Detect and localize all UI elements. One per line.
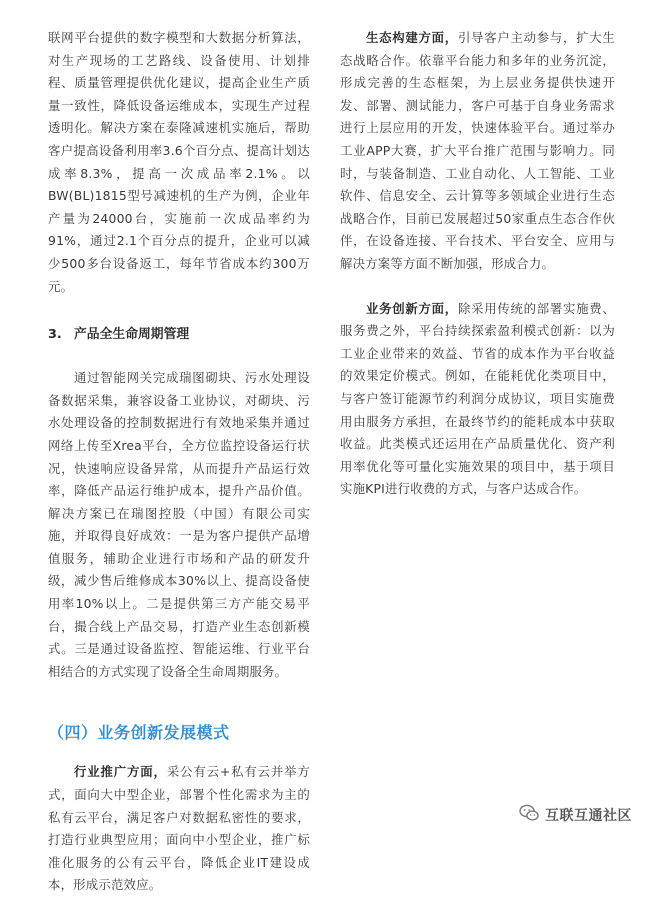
paragraph-body: 采公有云+私有云并举方式，面向大中型企业，部署个性化需求为主的私有云平台，满足客户对数据私密性的要求，打造行业典型应用；面向中小型企业，推广标准化服务的公有云平台，降低企业IT建设成本，形成示范效应。 <box>48 764 310 893</box>
paragraph-lead: 行业推广方面， <box>74 764 167 780</box>
heading-lifecycle-management <box>48 324 310 346</box>
paragraph-business-innovation <box>340 298 615 501</box>
paragraph-lead: 业务创新方面， <box>366 300 458 316</box>
section-title: （四）业务创新发展模式 <box>48 723 230 743</box>
paragraph-ecosystem <box>340 27 615 276</box>
wechat-icon <box>519 804 539 826</box>
paragraph-industry-promotion <box>48 761 310 897</box>
left-column <box>48 0 310 897</box>
wechat-watermark <box>519 804 632 826</box>
right-column <box>340 0 615 501</box>
heading-text: 产品全生命周期管理 <box>74 327 190 343</box>
paragraph-lifecycle: 通过智能网关完成瑞图砌块、污水处理设备数据采集，兼容设备工业协议，对砌块、污水处理设备的控制数据进行有效地采集并通过网络上传至Xrea平台，全方位监控设备运行状况，快速响应设备异常，从而提升产品运行效率，降低产品运行维护成本，提升产品价值。解决方案已在瑞图控股（中国）有限公司实施，并取得良好成效：一是为客户提供产品增值服务，辅助企业进行市场和产品的研发升级，减少售后维修成本30%以上、提高设备使用率10%以上。二是提供第三方产能交易平台，撮合线上产品交易，打造产业生态创新模式。三是通过设备监控、智能运维、行业平台相结合的方式实现了设备全生命周期服务。 <box>48 370 310 679</box>
paragraph-lead: 生态构建方面， <box>366 30 458 45</box>
paragraph-solution-results: 联网平台提供的数字模型和大数据分析算法，对生产现场的工艺路线、设备使用、计划排程、质量管理提供优化建议，提高企业生产质量一致性，降低设备运维成本，实现生产过程透明化。解决方案在泰隆减速机实施后，帮助客户提高设备利用率3.6个百分点、提高计划达成率8.3%，提高一次成品率2.1%。以BW(BL)1815型号减速机的生产为例，企业年产量为24000台，实施前一次成品率约为91%，通过2.1个百分点的提升，企业可以减少500多台设备返工，每年节省成本约300万元。 <box>48 30 310 294</box>
watermark-text: 互联互通社区 <box>545 808 632 824</box>
heading-number: 3. <box>48 327 62 343</box>
paragraph-body: 除采用传统的部署实施费、服务费之外，平台持续探索盈利模式创新：以为工业企业带来的效益、节省的成本作为平台收益的效果定价模式。例如，在能耗优化类项目中，与客户签订能源节约利润分成协议，项目实施费用由服务方承担，在最终节约的能耗成本中获取收益。此类模式还运用在产品质量优化、资产利用率优化等可量化实施效果的项目中，基于项目实施KPI进行收费的方式，与客户达成合作。 <box>340 300 615 497</box>
paragraph-body: 引导客户主动参与，扩大生态战略合作。依靠平台能力和多年的业务沉淀，形成完善的生态框架，为上层业务提供快速开发、部署、测试能力，客户可基于自身业务需求进行上层应用的开发，快速体验平台。通过举办工业APP大赛，扩大平台推广范围与影响力。同时，与装备制造、工业自动化、人工智能、工业软件、信息安全、云计算等多领域企业进行生态战略合作，目前已发展超过50家重点生态合作伙伴，在设备连接、平台技术、平台安全、应用与解决方案等方面不断加强，形成合力。 <box>340 30 615 271</box>
